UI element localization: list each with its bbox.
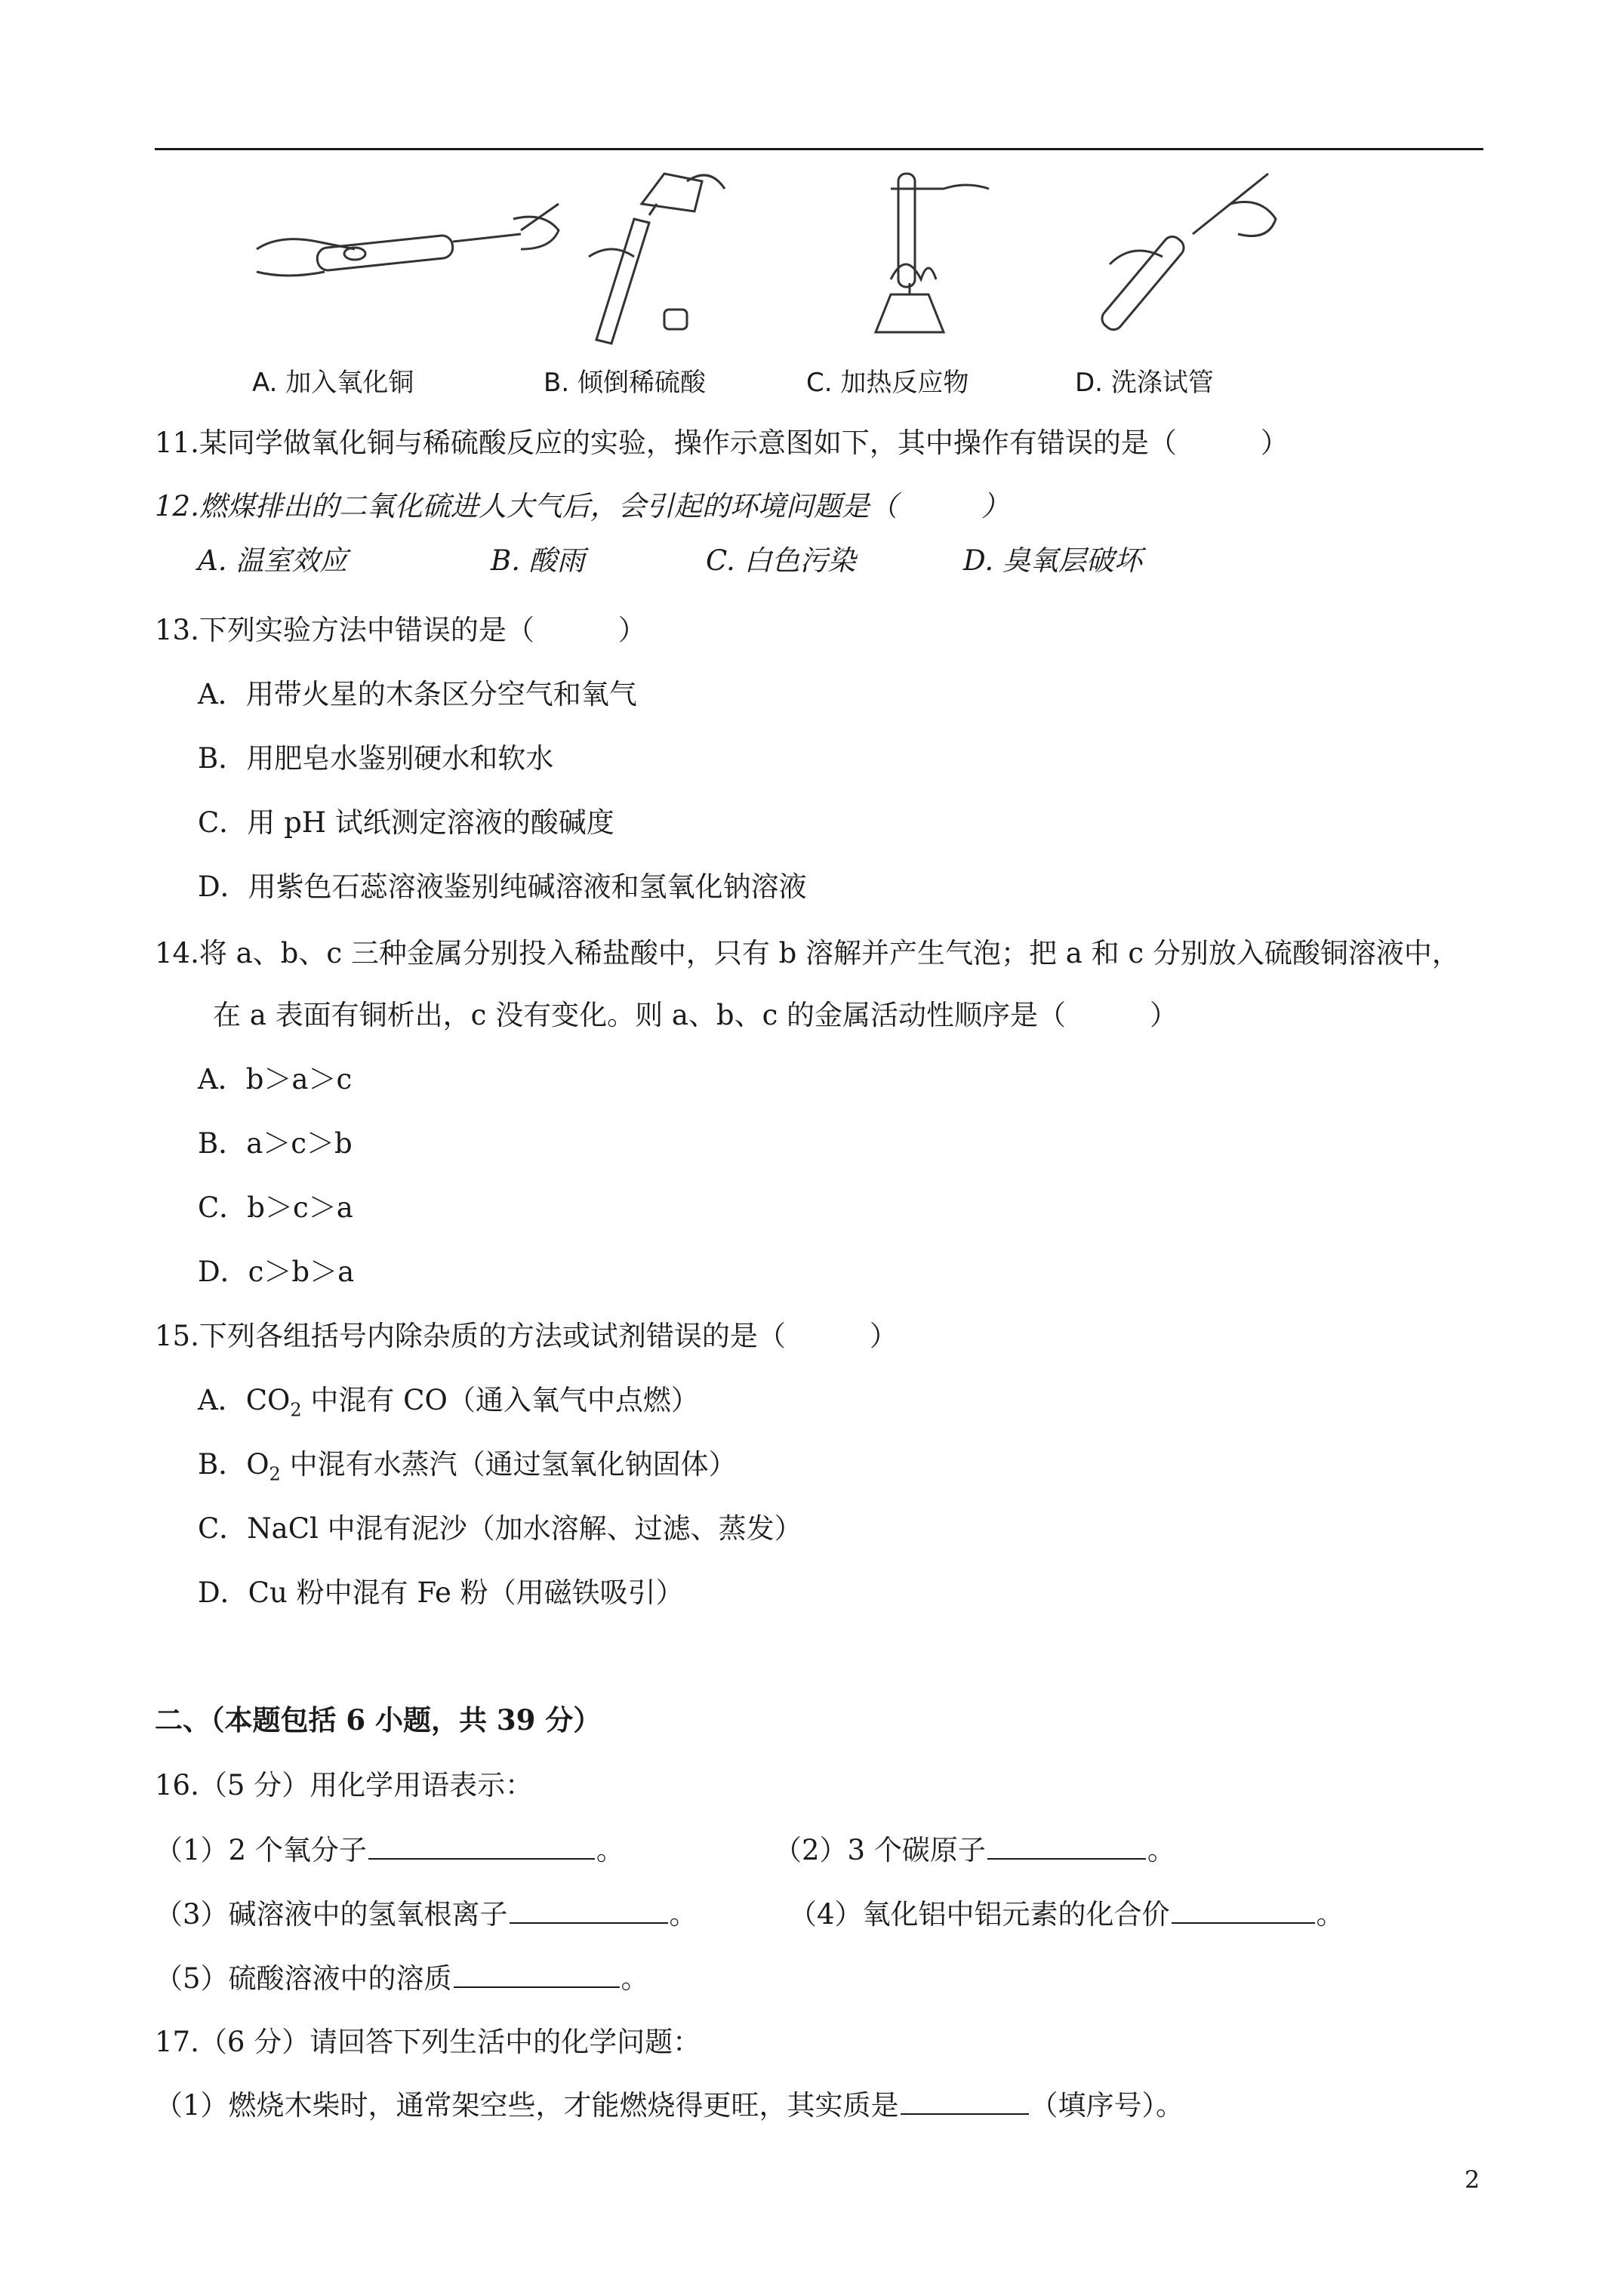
- q12-option-b: B. 酸雨: [491, 544, 585, 577]
- q16-part-1-label: （1）2 个氧分子: [155, 1834, 367, 1866]
- q14-option-b: B．a＞c＞b: [198, 1127, 353, 1160]
- page-number: 2: [1464, 2165, 1480, 2194]
- q13-option-a: A．用带火星的木条区分空气和氧气: [198, 678, 637, 710]
- q17-part-1-end: （填序号）。: [1030, 2089, 1184, 2122]
- question-15: 15.下列各组括号内除杂质的方法或试剂错误的是（ ）: [155, 1320, 898, 1352]
- q16-part-5: [155, 1959, 649, 1998]
- q16-part-4-label: （4）氧化铝中铝元素的化合价: [789, 1898, 1170, 1931]
- q16-part-5-end: 。: [621, 1962, 649, 1995]
- question-17: 17.（6 分）请回答下列生活中的化学问题：: [155, 2026, 701, 2058]
- q16-part-2: [774, 1831, 1175, 1869]
- q12-option-a: A. 温室效应: [198, 544, 348, 577]
- q16-part-2-end: 。: [1147, 1834, 1175, 1866]
- q15-option-a: [198, 1382, 699, 1428]
- q15-option-b-prefix: B．O: [198, 1448, 269, 1481]
- q16-part-1-blank[interactable]: [368, 1831, 595, 1860]
- panel-c-illustration: [876, 174, 989, 332]
- q16-part-3-blank[interactable]: [510, 1895, 668, 1924]
- q16-part-4-blank[interactable]: [1172, 1895, 1315, 1924]
- q13-option-c: C．用 pH 试纸测定溶液的酸碱度: [198, 806, 614, 839]
- q15-option-b: [198, 1446, 737, 1493]
- header-rule: [155, 148, 1483, 150]
- q14-option-c: C．b＞c＞a: [198, 1191, 353, 1224]
- q13-option-b: B．用肥皂水鉴别硬水和软水: [198, 742, 554, 775]
- q16-part-5-label: （5）硫酸溶液中的溶质: [155, 1962, 452, 1995]
- q16-part-1-end: 。: [596, 1834, 624, 1866]
- question-11: 11.某同学做氧化铜与稀硫酸反应的实验，操作示意图如下，其中操作有错误的是（ ）: [155, 427, 1289, 459]
- panel-d-illustration: [1098, 174, 1276, 333]
- q16-part-2-blank[interactable]: [987, 1831, 1146, 1860]
- caption-d: D. 洗涤试管: [1075, 368, 1214, 398]
- q17-part-1-blank[interactable]: [901, 2086, 1029, 2115]
- q16-part-4-end: 。: [1316, 1898, 1344, 1931]
- q16-part-2-label: （2）3 个碳原子: [774, 1834, 986, 1866]
- q15-option-b-subscript: 2: [269, 1463, 281, 1485]
- q15-option-c: C．NaCl 中混有泥沙（加水溶解、过滤、蒸发）: [198, 1512, 802, 1545]
- q16-part-1: [155, 1831, 624, 1869]
- q17-part-1: [155, 2086, 1184, 2125]
- q15-option-a-text: 中混有 CO（通入氧气中点燃）: [301, 1384, 699, 1416]
- question-16: 16.（5 分）用化学用语表示：: [155, 1769, 534, 1801]
- q15-option-d: D．Cu 粉中混有 Fe 粉（用磁铁吸引）: [198, 1576, 684, 1609]
- panel-a-illustration: [257, 204, 559, 276]
- q16-part-3-label: （3）碱溶液中的氢氧根离子: [155, 1898, 508, 1931]
- q14-option-d: D．c＞b＞a: [198, 1256, 355, 1288]
- question-13: 13.下列实验方法中错误的是（ ）: [155, 614, 646, 646]
- question-12: 12.燃煤排出的二氧化硫进人大气后，会引起的环境问题是（ ）: [155, 490, 1009, 522]
- q16-part-3: [155, 1895, 698, 1934]
- q15-option-a-prefix: A．CO: [198, 1384, 291, 1416]
- lab-illustrations: [226, 159, 1298, 362]
- q17-part-1-label: （1）燃烧木柴时，通常架空些，才能燃烧得更旺，其实质是: [155, 2089, 899, 2122]
- panel-b-illustration: [589, 174, 725, 344]
- question-14-line2: 在 a 表面有铜析出，c 没有变化。则 a、b、c 的金属活动性顺序是（ ）: [213, 999, 1178, 1031]
- caption-b: B. 倾倒稀硫酸: [544, 368, 706, 398]
- q14-option-a: A．b＞a＞c: [198, 1063, 353, 1096]
- caption-c: C. 加热反应物: [806, 368, 969, 398]
- section-2-heading: 二、（本题包括 6 小题，共 39 分）: [155, 1703, 602, 1737]
- caption-a: A. 加入氧化铜: [252, 368, 414, 398]
- q13-option-d: D．用紫色石蕊溶液鉴别纯碱溶液和氢氧化钠溶液: [198, 871, 807, 903]
- q16-part-4: [789, 1895, 1344, 1934]
- q15-option-b-text: 中混有水蒸汽（通过氢氧化钠固体）: [280, 1448, 737, 1481]
- q12-option-d: D. 臭氧层破坏: [963, 544, 1142, 577]
- q15-option-a-subscript: 2: [290, 1399, 302, 1421]
- question-14-line1: 14.将 a、b、c 三种金属分别投入稀盐酸中，只有 b 溶解并产生气泡；把 a 和 c 分别放入硫酸铜溶液中，: [155, 937, 1460, 969]
- q16-part-5-blank[interactable]: [454, 1959, 620, 1988]
- q12-option-c: C. 白色污染: [706, 544, 856, 577]
- q16-part-3-end: 。: [669, 1898, 698, 1931]
